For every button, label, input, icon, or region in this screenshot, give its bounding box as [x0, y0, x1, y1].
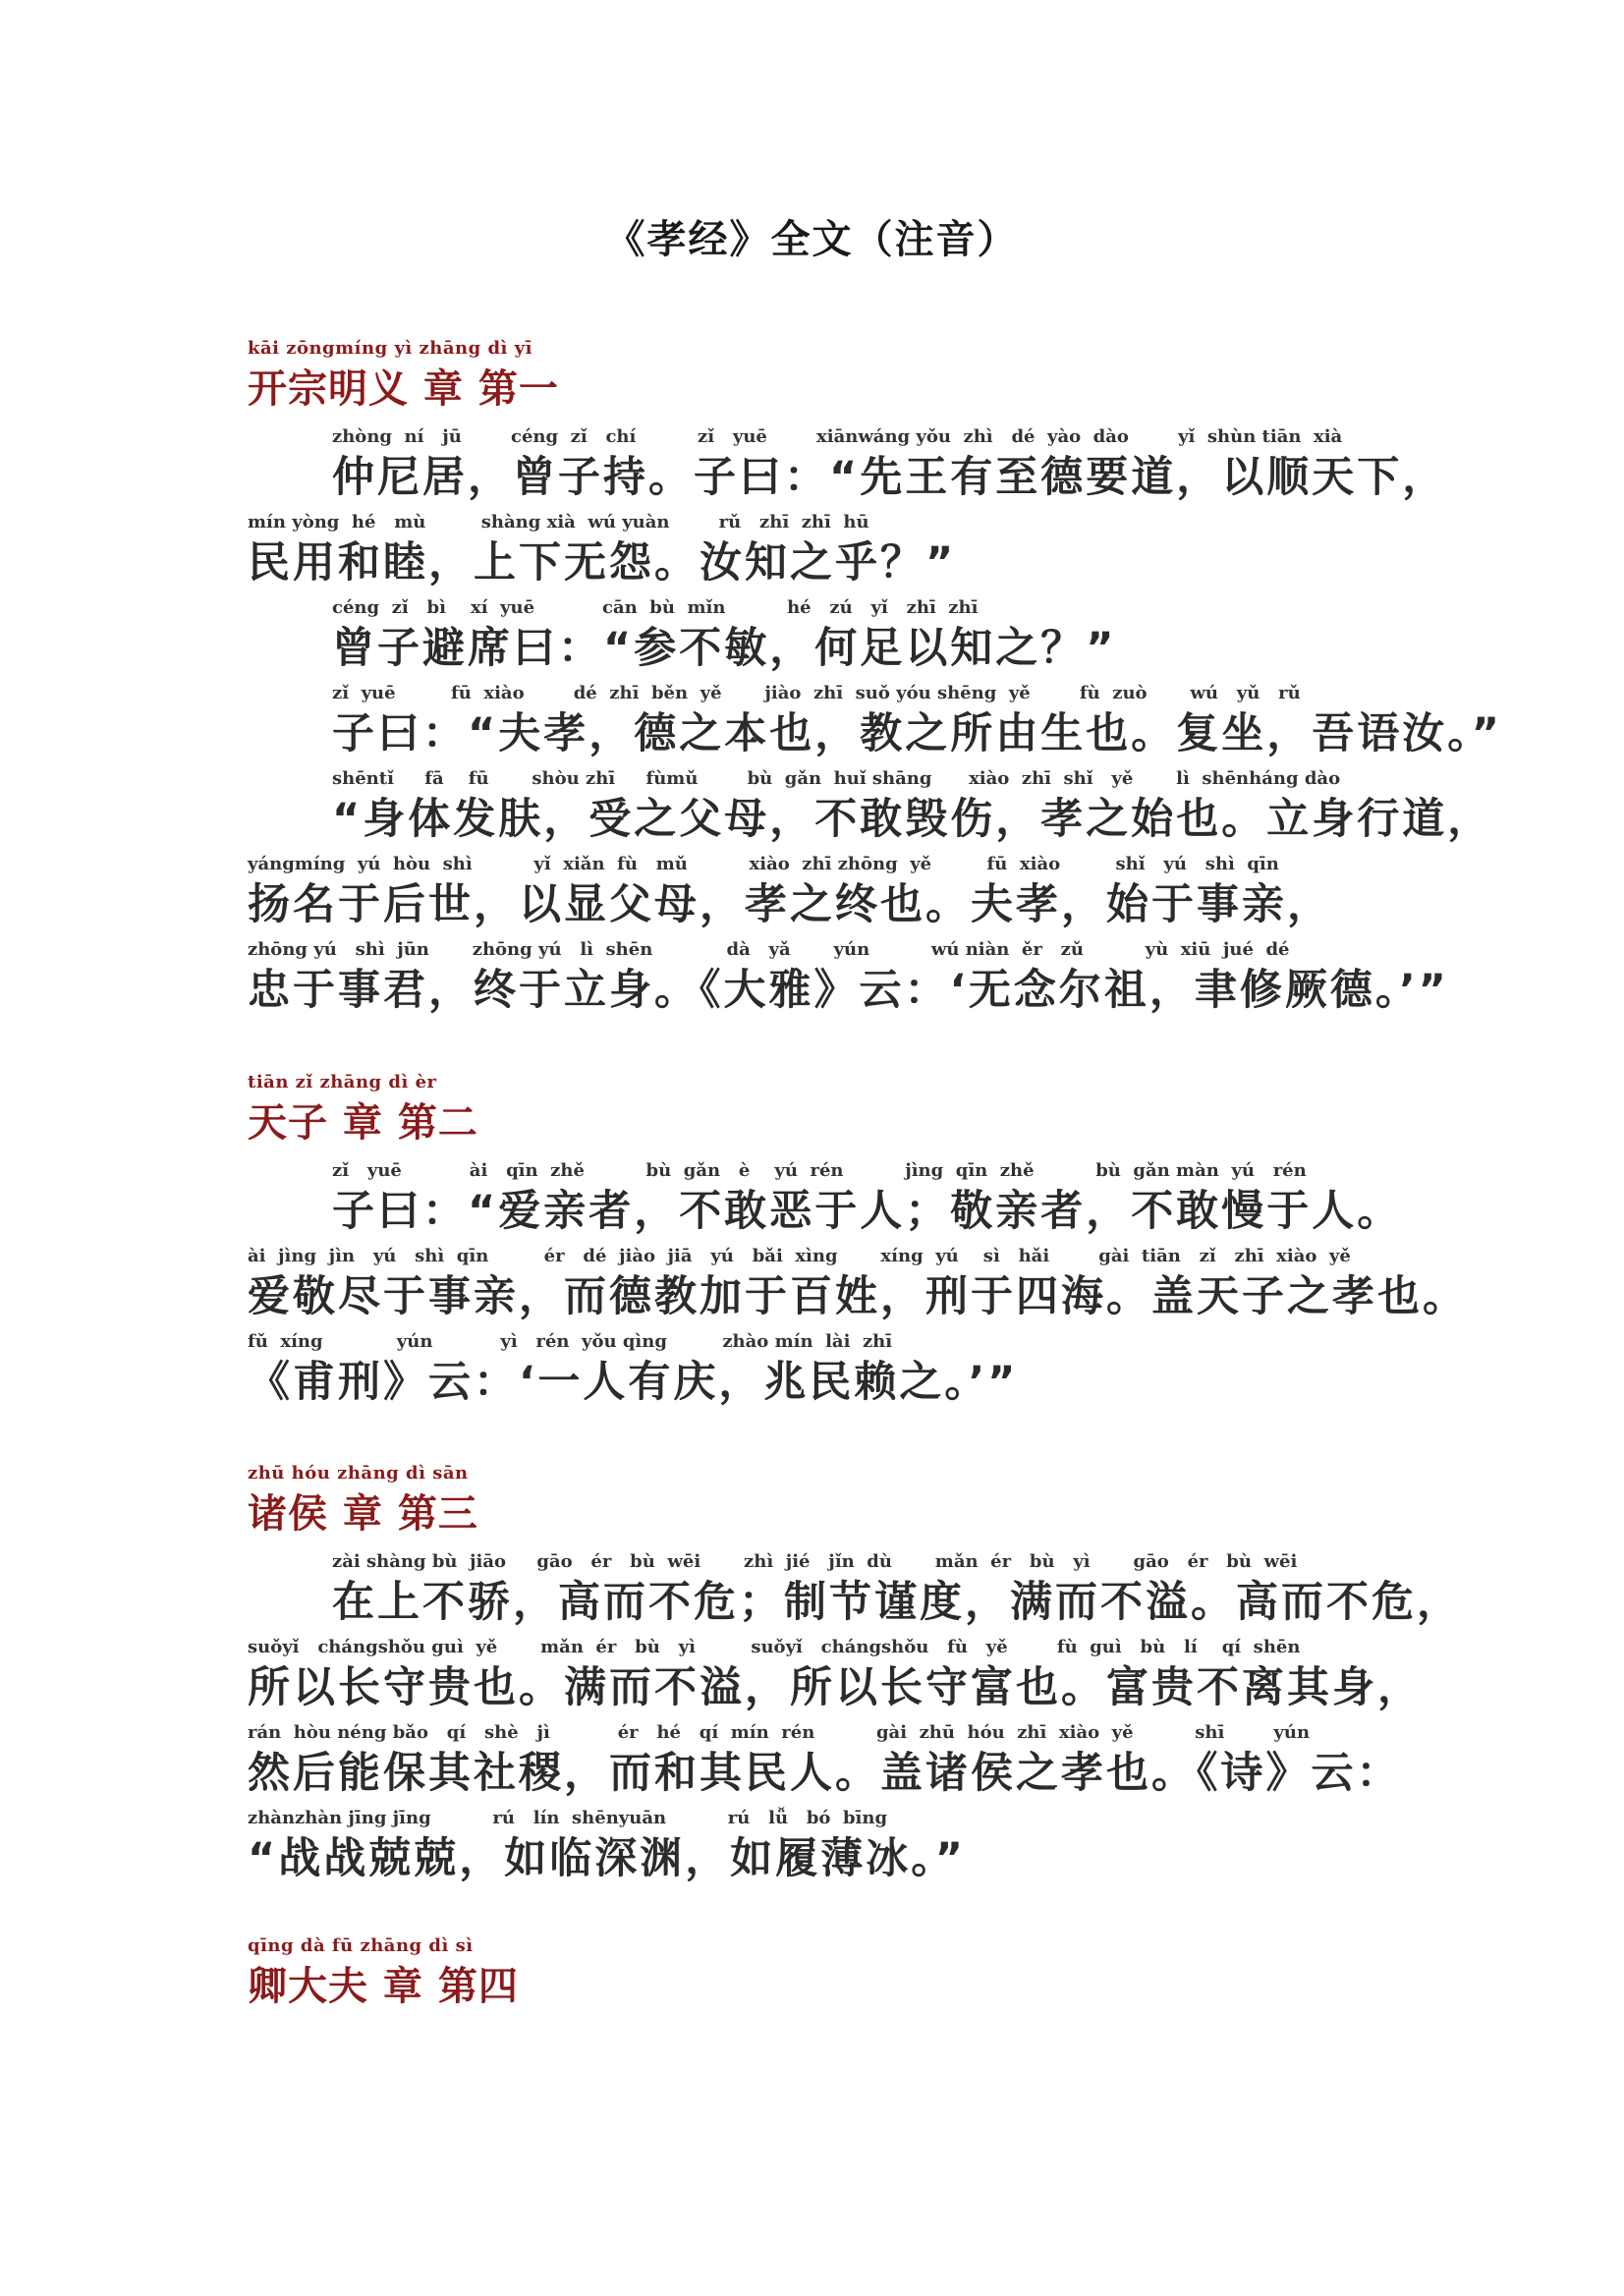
- verse-pinyin: yángmíng yú hòu shì yǐ xiǎn fù mǔ xiào zhī zhōng yě fū xiào shǐ yú shì qīn: [248, 854, 1279, 874]
- verse-text: 然后能保其社稷，而和其民人。盖诸侯之孝也。《诗》云：: [248, 1749, 1402, 1798]
- verse-text: 仲尼居，曾子持。子曰：“先王有至德要道，以顺天下，: [332, 453, 1448, 502]
- verse-pinyin: suǒyǐ chángshǒu guì yě mǎn ér bù yì suǒyǐ chángshǒu fù yě fù guì bù lí qí shēn: [248, 1637, 1301, 1657]
- verse-pinyin: céng zǐ bì xí yuē cān bù mǐn hé zú yǐ zhī zhī: [332, 597, 979, 618]
- verse-pinyin: zhōng yú shì jūn zhōng yú lì shēn dà yǎ yún wú niàn ěr zǔ yù xiū jué dé: [248, 939, 1290, 960]
- verse-text: 曾子避席曰：“参不敏，何足以知之？”: [332, 624, 1117, 673]
- verse-text: 民用和睦，上下无怨。汝知之乎？”: [248, 538, 957, 588]
- verse-pinyin: fǔ xíng yún yì rén yǒu qìng zhào mín lài zhī: [248, 1331, 893, 1352]
- verse-text: 扬名于后世，以显父母，孝之终也。夫孝，始于事亲，: [248, 880, 1332, 929]
- verse-text: 忠于事君，终于立身。《大雅》云：‘无念尔祖，聿修厥德。’”: [248, 966, 1449, 1015]
- verse-text: 子曰：“爱亲者，不敢恶于人；敬亲者，不敢慢于人。: [332, 1187, 1403, 1236]
- verse-text: 在上不骄，高而不危；制节谨度，满而不溢。高而不危，: [332, 1578, 1462, 1627]
- verse-pinyin: zài shàng bù jiāo gāo ér bù wēi zhì jié jǐn dù mǎn ér bù yì gāo ér bù wēi: [332, 1551, 1298, 1572]
- chapter-pinyin: kāi zōngmíng yì zhāng dì yī: [248, 338, 532, 359]
- verse-pinyin: zhòng ní jū céng zǐ chí zǐ yuē xiānwáng yǒu zhì dé yào dào yǐ shùn tiān xià: [332, 426, 1343, 447]
- chapter-pinyin: zhū hóu zhāng dì sān: [248, 1463, 469, 1484]
- chapter-pinyin: qīng dà fū zhāng dì sì: [248, 1935, 474, 1956]
- verse-text: 爱敬尽于事亲，而德教加于百姓，刑于四海。盖天子之孝也。: [248, 1272, 1468, 1321]
- verse-pinyin: zhànzhàn jīng jīng rú lín shēnyuān rú lǚ bó bīng: [248, 1808, 888, 1828]
- verse-pinyin: rán hòu néng bǎo qí shè jì ér hé qí mín rén gài zhū hóu zhī xiào yě shī yún: [248, 1722, 1311, 1743]
- chapter-title: 开宗明义 章 第一: [248, 366, 559, 412]
- verse-text: 《甫刑》云：‘一人有庆，兆民赖之。’”: [248, 1358, 1019, 1407]
- verse-text: 子曰：“夫孝，德之本也，教之所由生也。复坐，吾语汝。”: [332, 709, 1503, 758]
- chapter-title: 诸侯 章 第三: [248, 1491, 478, 1537]
- verse-text: “战战兢兢，如临深渊，如履薄冰。”: [248, 1834, 967, 1883]
- verse-pinyin: zǐ yuē fū xiào dé zhī běn yě jiào zhī suǒ yóu shēng yě fù zuò wú yǔ rǔ: [332, 683, 1301, 703]
- chapter-pinyin: tiān zǐ zhāng dì èr: [248, 1072, 437, 1092]
- verse-text: “身体发肤，受之父母，不敢毁伤，孝之始也。立身行道，: [332, 795, 1493, 844]
- chapter-title: 天子 章 第二: [248, 1100, 478, 1146]
- verse-pinyin: zǐ yuē ài qīn zhě bù gǎn è yú rén jìng qīn zhě bù gǎn màn yú rén: [332, 1160, 1307, 1181]
- chapter-title: 卿大夫 章 第四: [248, 1964, 519, 2009]
- verse-pinyin: mín yòng hé mù shàng xià wú yuàn rǔ zhī zhī hū: [248, 512, 869, 532]
- page-title: 《孝经》全文（注音）: [605, 217, 1019, 262]
- verse-pinyin: shēntǐ fā fū shòu zhī fùmǔ bù gǎn huǐ shāng xiào zhī shǐ yě lì shēnháng dào: [332, 768, 1341, 789]
- verse-text: 所以长守贵也。满而不溢，所以长守富也。富贵不离其身，: [248, 1663, 1423, 1712]
- verse-pinyin: ài jìng jìn yú shì qīn ér dé jiào jiā yú bǎi xìng xíng yú sì hǎi gài tiān zǐ zhī xiào yě: [248, 1246, 1351, 1266]
